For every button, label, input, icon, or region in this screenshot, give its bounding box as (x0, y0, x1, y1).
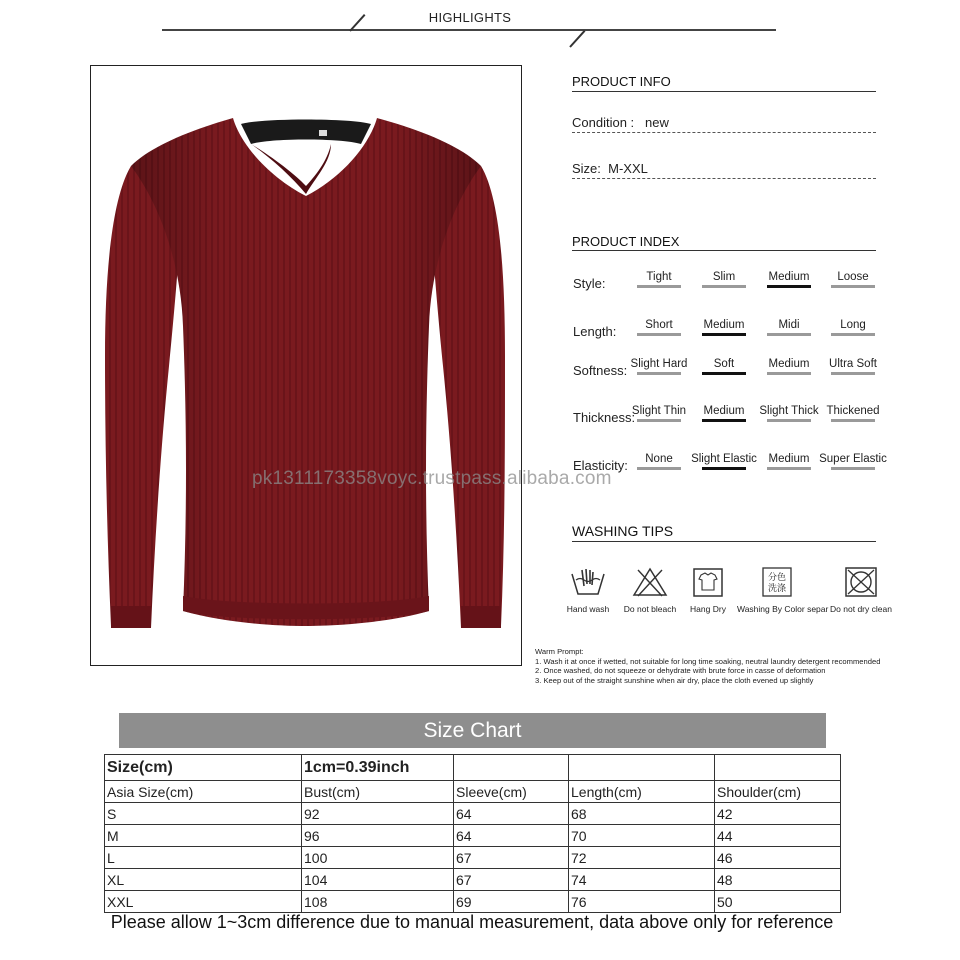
index-option (624, 270, 694, 288)
index-option-bar (831, 372, 875, 375)
table-cell: 104 (302, 869, 454, 891)
index-option (754, 270, 824, 288)
index-option-label: Medium (768, 271, 810, 283)
index-option-bar-selected (702, 333, 746, 336)
table-cell: 64 (454, 803, 569, 825)
index-option-bar-selected (702, 372, 746, 375)
index-option (689, 318, 759, 336)
index-option-label: Ultra Soft (829, 358, 877, 370)
index-label: Elasticity: (573, 458, 628, 473)
index-option-label: Medium (703, 319, 745, 331)
table-cell: 96 (302, 825, 454, 847)
index-option-label: Slim (712, 271, 736, 283)
index-option-bar (637, 333, 681, 336)
table-cell: 74 (569, 869, 715, 891)
table-row (105, 869, 841, 891)
table-cell: Length(cm) (569, 781, 715, 803)
index-option-label: Slight Elastic (691, 453, 757, 465)
wash-item-no-dry-clean: Do not dry clean (821, 566, 901, 614)
table-row (105, 847, 841, 869)
table-cell: 108 (302, 891, 454, 913)
index-option (624, 357, 694, 375)
table-cell (454, 755, 569, 781)
table-row (105, 891, 841, 913)
table-cell: 68 (569, 803, 715, 825)
index-option-bar (637, 285, 681, 288)
index-option (689, 452, 759, 470)
index-option-label: Slight Hard (630, 358, 688, 370)
table-cell: 69 (454, 891, 569, 913)
warm-prompt-line: 2. Once washed, do not squeeze or dehydrate with brute force in casse of deformation (535, 666, 826, 675)
index-option (624, 318, 694, 336)
index-option-label: Slight Thin (631, 405, 687, 417)
index-option-bar (831, 285, 875, 288)
table-row (105, 825, 841, 847)
index-option-bar (767, 419, 811, 422)
condition-text: Condition : new (572, 115, 669, 130)
wash-by-color-icon (757, 566, 797, 598)
index-option-label: Thickened (826, 405, 880, 417)
table-cell: 44 (715, 825, 841, 847)
index-option (689, 270, 759, 288)
index-label: Thickness: (573, 410, 636, 425)
index-option-bar (637, 419, 681, 422)
highlights-slash-right (569, 30, 585, 48)
table-cell: 67 (454, 847, 569, 869)
index-option-label: Medium (703, 405, 745, 417)
index-option-bar (702, 285, 746, 288)
size-text: Size: M-XXL (572, 161, 648, 176)
table-cell: Asia Size(cm) (105, 781, 302, 803)
table-cell: XL (105, 869, 302, 891)
index-option (818, 318, 888, 336)
table-cell (569, 755, 715, 781)
index-option-bar-selected (702, 467, 746, 470)
wash-item-hang-dry: Hang Dry (668, 566, 748, 614)
index-option-bar (637, 467, 681, 470)
index-label: Softness: (573, 363, 628, 378)
index-option (689, 404, 759, 422)
index-option-label: Loose (837, 271, 869, 283)
table-cell: Sleeve(cm) (454, 781, 569, 803)
index-option-label: Medium (768, 453, 810, 465)
index-option-label: Midi (778, 319, 800, 331)
index-option (624, 404, 694, 422)
index-label: Style: (573, 276, 606, 291)
index-label: Length: (573, 324, 617, 339)
index-option-label: Soft (713, 358, 735, 370)
product-info-title: PRODUCT INFO (572, 74, 671, 89)
index-option-bar (831, 333, 875, 336)
table-column-row (105, 781, 841, 803)
wash-by-color-glyph-bottom: 洗涤 (767, 584, 787, 594)
size-chart-title: Size Chart (119, 713, 826, 748)
warm-prompt (535, 647, 880, 685)
table-cell: 50 (715, 891, 841, 913)
table-cell (715, 755, 841, 781)
index-option-bar (767, 372, 811, 375)
watermark: pk1311173358voyc.trustpass.alibaba.com (252, 468, 612, 489)
table-cell: 70 (569, 825, 715, 847)
wash-item-no-bleach: Do not bleach (610, 566, 690, 614)
table-cell: 42 (715, 803, 841, 825)
index-option-bar (767, 467, 811, 470)
index-option (754, 452, 824, 470)
no-bleach-icon (630, 566, 670, 598)
table-cell: 1cm=0.39inch (302, 755, 454, 781)
index-option (818, 404, 888, 422)
shirt-illustration (91, 66, 522, 666)
warm-prompt-line: 3. Keep out of the straight sunshine when air dry, place the cloth evened up slightly (535, 675, 814, 685)
table-cell: M (105, 825, 302, 847)
table-cell: 67 (454, 869, 569, 891)
table-cell: 64 (454, 825, 569, 847)
index-option-label: Tight (646, 271, 672, 283)
index-option-bar (831, 419, 875, 422)
size-divider (572, 178, 876, 179)
index-option-bar-selected (767, 285, 811, 288)
washing-tips-title: WASHING TIPS (572, 523, 674, 539)
index-option-bar (767, 333, 811, 336)
product-index-title: PRODUCT INDEX (572, 234, 680, 249)
wash-item-wash-by-color: 分色 洗涤 Washing By Color separ (737, 566, 817, 614)
highlights-rule (162, 29, 776, 31)
warm-prompt-line: 1. Wash it at once if wetted, not suitable for long time soaking, neutral laundry detergent recommended (535, 656, 881, 666)
index-option-label: Super Elastic (819, 453, 887, 465)
table-cell: 48 (715, 869, 841, 891)
highlights-title: HIGHLIGHTS (428, 10, 512, 25)
table-row (105, 803, 841, 825)
index-option (818, 270, 888, 288)
no-dry-clean-icon (841, 566, 881, 598)
wash-by-color-glyph-top: 分色 (767, 573, 787, 583)
table-cell: 100 (302, 847, 454, 869)
index-option (754, 318, 824, 336)
index-option-label: Long (840, 319, 866, 331)
index-option (818, 357, 888, 375)
washing-tips-rule (572, 541, 876, 542)
product-info-rule (572, 91, 876, 92)
index-option (754, 404, 824, 422)
index-option-bar (637, 372, 681, 375)
index-option (689, 357, 759, 375)
index-option-bar-selected (702, 419, 746, 422)
table-cell: Shoulder(cm) (715, 781, 841, 803)
condition-divider (572, 132, 876, 133)
index-option (818, 452, 888, 470)
table-cell: Size(cm) (105, 755, 302, 781)
hang-dry-icon (688, 566, 728, 598)
table-cell: L (105, 847, 302, 869)
index-option-label: Slight Thick (759, 405, 819, 417)
index-option (624, 452, 694, 470)
index-option-label: Short (645, 319, 673, 331)
table-head-row (105, 755, 841, 781)
index-option (754, 357, 824, 375)
product-photo (90, 65, 522, 666)
wash-item-hand-wash: Hand wash (548, 566, 628, 614)
warm-prompt-title: Warm Prompt: (535, 647, 584, 656)
size-chart-table (104, 754, 841, 913)
hand-wash-icon (568, 566, 608, 598)
index-option-label: None (645, 453, 673, 465)
table-cell: XXL (105, 891, 302, 913)
table-cell: 46 (715, 847, 841, 869)
size-chart-note: Please allow 1~3cm difference due to manual measurement, data above only for reference (110, 912, 834, 932)
table-cell: 76 (569, 891, 715, 913)
table-cell: Bust(cm) (302, 781, 454, 803)
table-cell: 72 (569, 847, 715, 869)
index-option-bar (831, 467, 875, 470)
table-cell: 92 (302, 803, 454, 825)
table-cell: S (105, 803, 302, 825)
product-index-rule (572, 250, 876, 251)
index-option-label: Medium (768, 358, 810, 370)
